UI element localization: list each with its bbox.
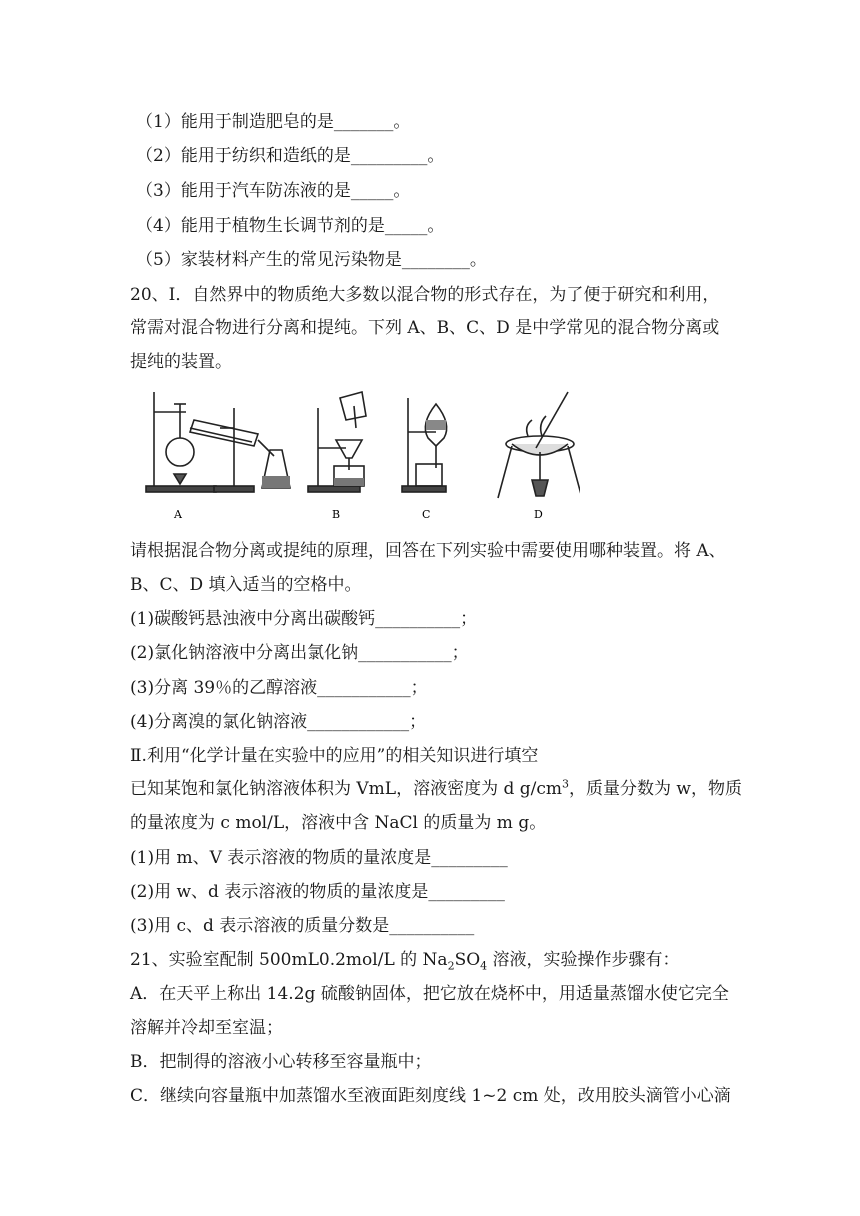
q20-part2-title: Ⅱ.利用“化学计量在实验中的应用”的相关知识进行填空 (130, 746, 539, 766)
q21-step-a-line-2: 溶解并冷却至室温； (130, 1018, 283, 1038)
q19-item-3: （3）能用于汽车防冻液的是_____。 (136, 181, 411, 201)
figure-label-a: A (174, 508, 182, 521)
apparatus-figure (140, 384, 580, 524)
q20-intro-line-3: 提纯的装置。 (130, 352, 232, 372)
q20-part1-item-3: (3)分离 39％的乙醇溶液___________； (130, 678, 428, 698)
q20-part2-given-line-2: 的量浓度为 c mol/L，溶液中含 NaCl 的质量为 m g。 (130, 813, 547, 833)
filtration-apparatus-b (308, 392, 366, 492)
evaporation-apparatus-d (498, 392, 580, 498)
q20-intro-line-2: 常需对混合物进行分离和提纯。下列 A、B、C、D 是中学常见的混合物分离或 (130, 318, 720, 338)
q20-part1-item-2: (2)氯化钠溶液中分离出氯化钠___________； (130, 643, 469, 663)
q19-item-4: （4）能用于植物生长调节剂的是_____。 (136, 216, 445, 236)
figure-label-d: D (534, 508, 543, 521)
q19-item-2: （2）能用于纺织和造纸的是_________。 (136, 146, 445, 166)
q20-instruction-line-2: B、C、D 填入适当的空格中。 (130, 575, 362, 595)
q20-instruction-line-1: 请根据混合物分离或提纯的原理，回答在下列实验中需要使用哪种装置。将 A、 (130, 541, 726, 561)
separatory-funnel-c (402, 398, 447, 492)
q21-step-a-line-1: A．在天平上称出 14.2g 硫酸钠固体，把它放在烧杯中，用适量蒸馏水使它完全 (130, 984, 729, 1004)
figure-label-c: C (422, 508, 431, 521)
q20-part2-item-2: (2)用 w、d 表示溶液的物质的量浓度是_________ (130, 882, 505, 902)
q21-step-b: B．把制得的溶液小心转移至容量瓶中； (130, 1052, 432, 1072)
q19-item-5: （5）家装材料产生的常见污染物是________。 (136, 250, 487, 270)
figure-label-b: B (332, 508, 341, 521)
q19-item-1: （1）能用于制造肥皂的是_______。 (136, 112, 411, 132)
q20-part2-item-1: (1)用 m、V 表示溶液的物质的量浓度是_________ (130, 848, 508, 868)
q20-part2-given-line-1: 已知某饱和氯化钠溶液体积为 VmL，溶液密度为 d $g/cm^3$，质量分数为 w，物质 (130, 777, 742, 799)
q20-part1-item-1: (1)碳酸钙悬浊液中分离出碳酸钙__________； (130, 609, 478, 629)
q20-part1-item-4: (4)分离溴的氯化钠溶液____________； (130, 712, 427, 732)
distillation-apparatus-a (146, 392, 290, 492)
q20-part2-item-3: (3)用 c、d 表示溶液的质量分数是__________ (130, 916, 475, 936)
q20-intro-line-1: 20、I．自然界中的物质绝大多数以混合物的形式存在，为了便于研究和利用， (130, 285, 720, 305)
q21-intro: 21、实验室配制 500mL0.2mol/L 的 $Na_2SO_4$ 溶液，实验操作步骤有： (130, 950, 680, 973)
q21-step-c: C．继续向容量瓶中加蒸馏水至液面距刻度线 1~2 cm 处，改用胶头滴管小心滴 (130, 1086, 731, 1106)
